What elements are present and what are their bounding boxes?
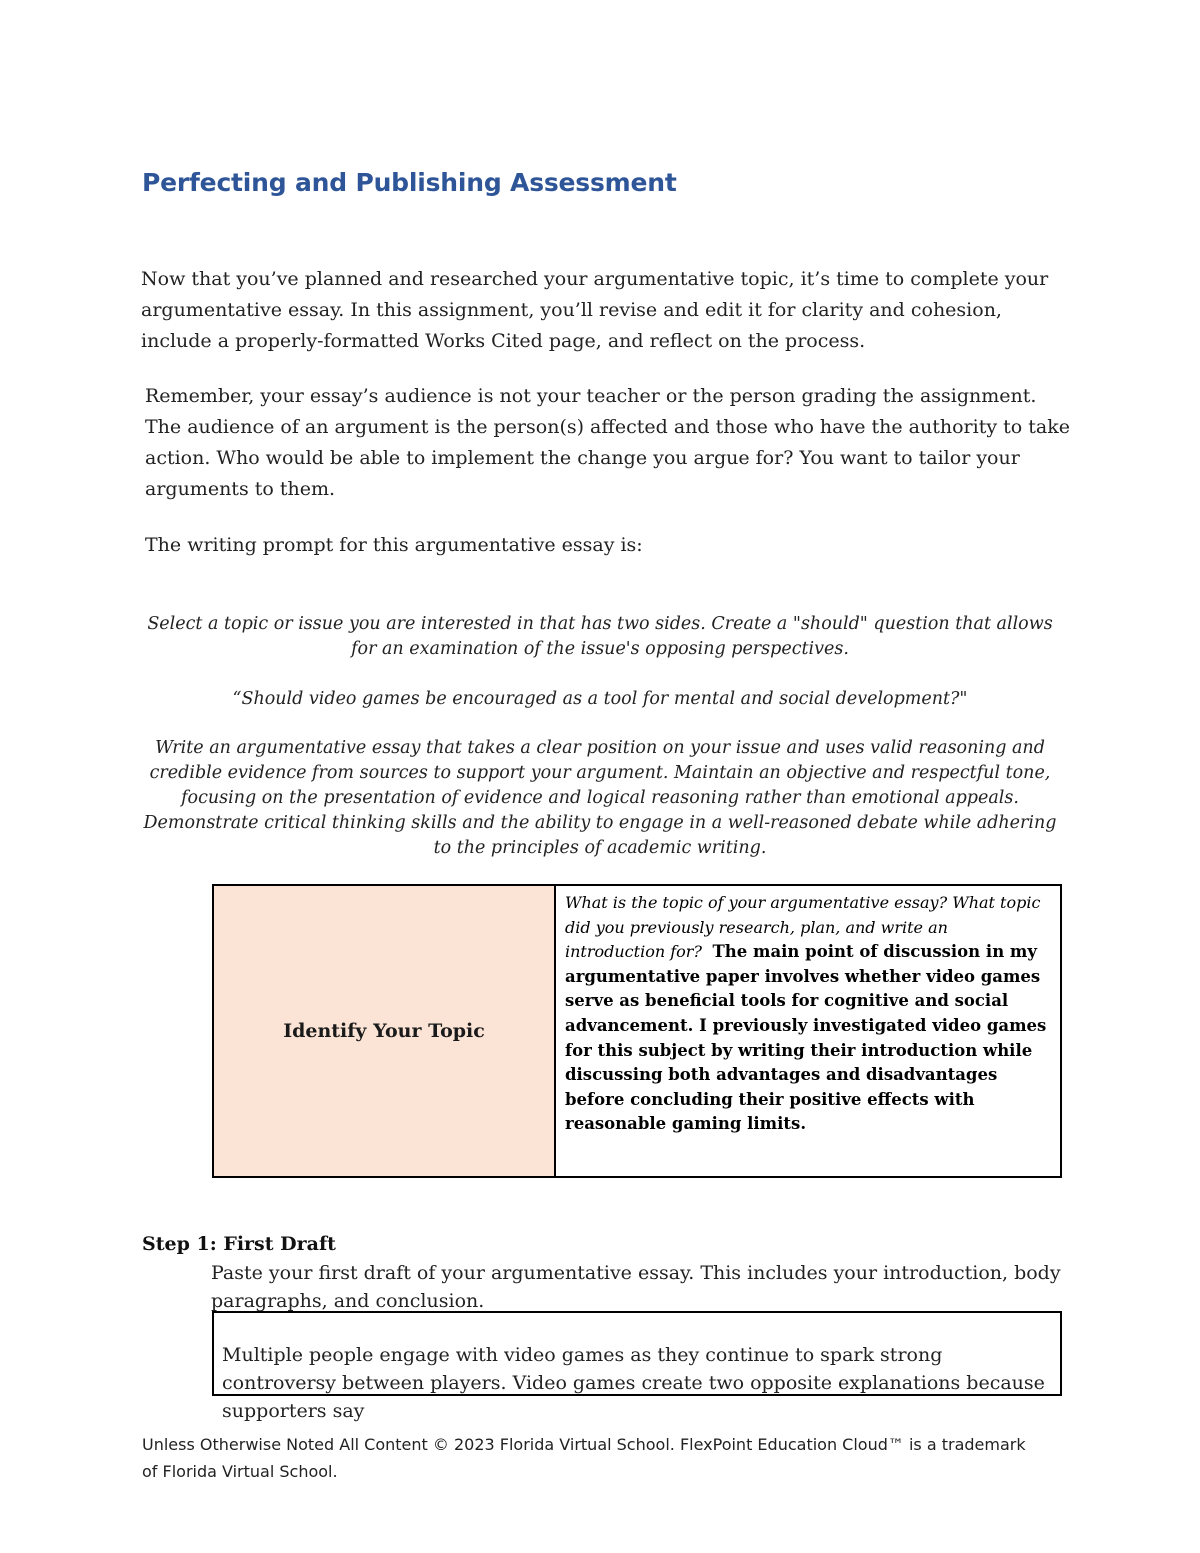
first-draft-text: Multiple people engage with video games as they continue to spark strong controversy between players. Video games create two opposite explanations because supporters say xyxy=(222,1344,1045,1422)
prompt-question: “Should video games be encouraged as a tool for mental and social development?" xyxy=(232,689,968,709)
topic-response-field[interactable] xyxy=(556,886,1060,1176)
prompt-task: Write an argumentative essay that takes a clear position on your issue and uses valid reasoning and credible evidence from sources to support your argument. Maintain an objective and respectful tone, focusing on the presentation of evidence and logical reasoning rather than emotional appeals. Demonstrate critical thinking skills and the ability to engage in a well-reasoned debate while adhering to the principles of academic writing. xyxy=(143,738,1057,858)
step-1-instruction: Paste your first draft of your argumentative essay. This includes your introduction, body paragraphs, and conclusion. xyxy=(211,1262,1061,1312)
topic-table xyxy=(212,884,1062,1178)
topic-label: Identify Your Topic xyxy=(283,1020,485,1042)
topic-question: What is the topic of your argumentative essay? What topic did you previously research, plan, and write an introduction for? xyxy=(565,893,1041,962)
prompt-lead-paragraph: The writing prompt for this argumentative essay is: xyxy=(145,534,643,556)
first-draft-field[interactable] xyxy=(212,1311,1062,1422)
page-break-rule xyxy=(212,1394,1062,1396)
step-1-heading: Step 1: First Draft xyxy=(142,1233,336,1255)
prompt-instruction: Select a topic or issue you are interested in that has two sides. Create a "should" question that allows for an examination of the issue's opposing perspectives. xyxy=(147,614,1053,659)
intro-paragraph: Now that you’ve planned and researched your argumentative topic, it’s time to complete your argumentative essay. In this assignment, you’ll revise and edit it for clarity and cohesion, include a properly-formatted Works Cited page, and reflect on the process. xyxy=(141,268,1049,352)
copyright-footer: Unless Otherwise Noted All Content © 2023 Florida Virtual School. FlexPoint Education Cloud™ is a trademark of Florida Virtual School. xyxy=(142,1435,1026,1481)
audience-paragraph: Remember, your essay’s audience is not your teacher or the person grading the assignment. The audience of an argument is the person(s) affected and those who have the authority to take action. Who would be able to implement the change you argue for? You want to tailor your arguments to them. xyxy=(145,385,1070,500)
topic-label-cell xyxy=(214,886,556,1176)
page-title: Perfecting and Publishing Assessment xyxy=(142,168,677,197)
topic-answer: The main point of discussion in my argumentative paper involves whether video games serve as beneficial tools for cognitive and social advancement. I previously investigated video games for this subject by writing their introduction while discussing both advantages and disadvantages before concluding their positive effects with reasonable gaming limits. xyxy=(565,942,1047,1134)
